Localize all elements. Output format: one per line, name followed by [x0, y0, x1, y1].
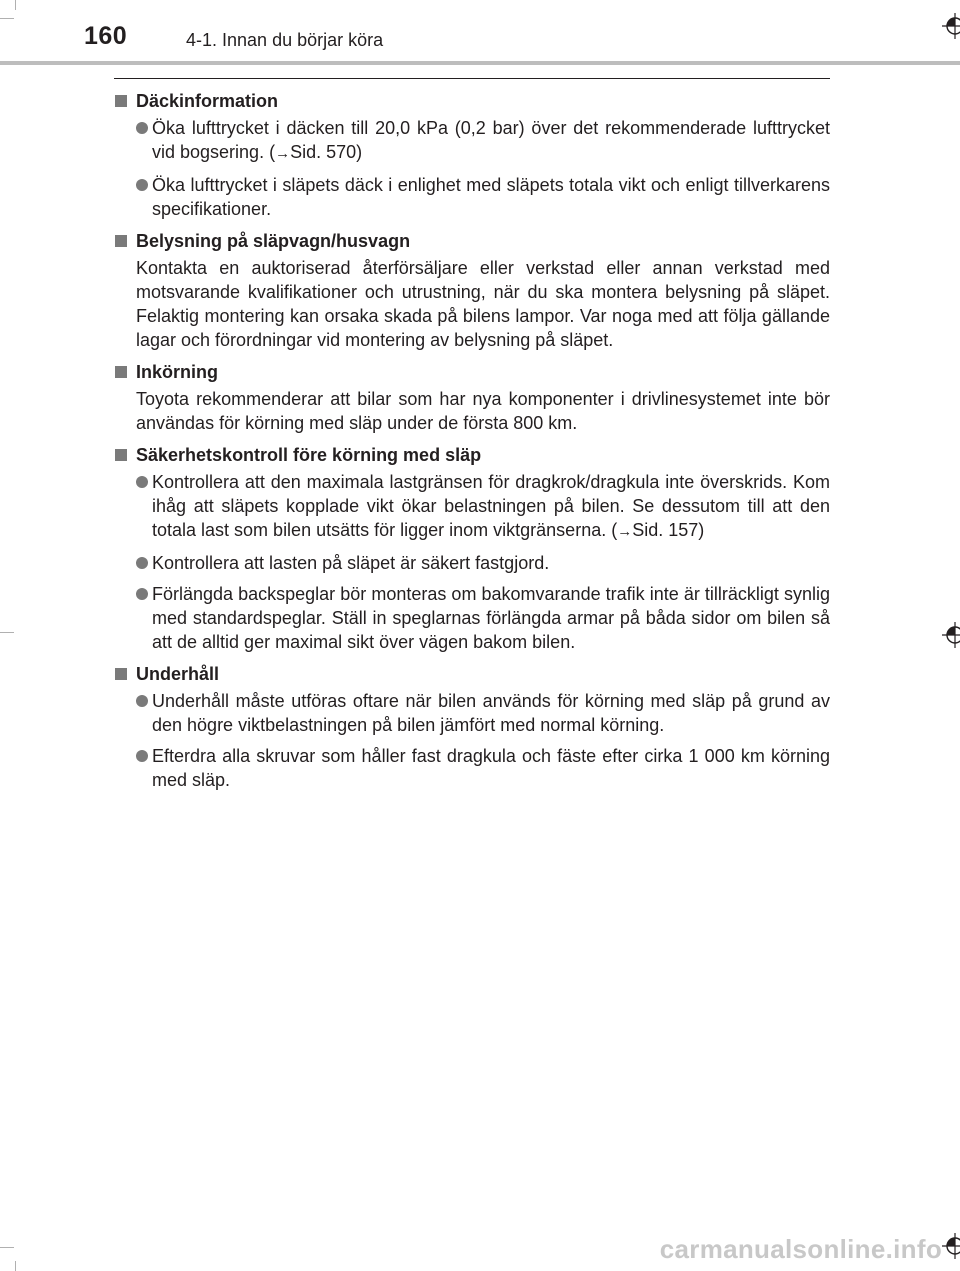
header-band: [0, 61, 960, 65]
section-heading: Inkörning: [114, 360, 830, 384]
page-reference-link[interactable]: Sid. 570: [290, 142, 357, 162]
square-bullet-icon: [115, 235, 127, 247]
square-bullet-icon: [115, 449, 127, 461]
round-bullet-icon: [136, 695, 148, 707]
square-bullet-icon: [115, 95, 127, 107]
section-heading: Underhåll: [114, 662, 830, 686]
page-number: 160: [84, 22, 128, 50]
round-bullet-icon: [136, 750, 148, 762]
section-maintenance: [114, 662, 830, 792]
list-item: Kontrollera att lasten på släpet är säkert fastgjord.: [114, 551, 830, 575]
list-item: Efterdra alla skruvar som håller fast dragkula och fäste efter cirka 1 000 km körning med släp.: [114, 744, 830, 792]
header-rule: [114, 78, 830, 79]
list-item: Öka lufttrycket i däcken till 20,0 kPa (0,2 bar) över det rekommenderade lufttrycket vid bogsering. (→Sid. 570): [114, 116, 830, 166]
section-tire-information: [114, 89, 830, 221]
section-heading: Belysning på släpvagn/husvagn: [114, 229, 830, 253]
page-content: [114, 89, 830, 800]
round-bullet-icon: [136, 476, 148, 488]
crop-mark: [0, 18, 14, 19]
square-bullet-icon: [115, 366, 127, 378]
page-reference-link[interactable]: Sid. 157: [632, 520, 699, 540]
list-item: Förlängda backspeglar bör monteras om bakomvarande trafik inte är tillräckligt synlig med standardspeglar. Ställ in speglarnas förlängda armar på båda sidor om bilen så att de alltid ger maximal sikt över vägen bakom bilen.: [114, 582, 830, 654]
round-bullet-icon: [136, 122, 148, 134]
list-item: Kontrollera att den maximala lastgränsen för dragkrok/dragkula inte överskrids. Kom ihåg att släpets kopplade vikt ökar belastningen på bilen. Se dessutom till att den totala last som bilen utsätts för ligger inom viktgränserna. (→Sid. 157): [114, 470, 830, 544]
arrow-right-icon: →: [617, 523, 633, 540]
registration-mark-icon: [941, 621, 960, 649]
watermark: carmanualsonline.info: [659, 1234, 942, 1264]
crop-mark: [15, 1261, 16, 1271]
round-bullet-icon: [136, 588, 148, 600]
paragraph: Kontakta en auktoriserad återförsäljare eller verkstad eller annan verkstad med motsvarande kvalifikationer och utrustning, när du ska montera belysning på släpet. Felaktig montering kan orsaka skada på bilens lampor. Var noga med att följa gällande lagar och förordningar vid montering av belysning på släpet.: [136, 258, 830, 350]
chapter-title: 4-1. Innan du börjar köra: [186, 30, 384, 50]
crop-mark: [15, 0, 16, 10]
square-bullet-icon: [115, 668, 127, 680]
round-bullet-icon: [136, 557, 148, 569]
section-break-in: [114, 360, 830, 435]
list-item: Underhåll måste utföras oftare när bilen används för körning med släp på grund av den högre viktbelastningen på bilen jämfört med normal körning.: [114, 689, 830, 737]
paragraph: Toyota rekommenderar att bilar som har nya komponenter i drivlinesystemet inte bör användas för körning med släp under de första 800 km.: [136, 389, 830, 433]
section-heading: Säkerhetskontroll före körning med släp: [114, 443, 830, 467]
section-heading: Däckinformation: [114, 89, 830, 113]
registration-mark-icon: [941, 12, 960, 40]
round-bullet-icon: [136, 179, 148, 191]
section-safety-check: [114, 443, 830, 654]
arrow-right-icon: →: [275, 145, 291, 162]
crop-mark: [0, 632, 14, 633]
section-trailer-lighting: [114, 229, 830, 352]
registration-mark-icon: [941, 1232, 960, 1260]
list-item: Öka lufttrycket i släpets däck i enlighet med släpets totala vikt och enligt tillverkarens specifikationer.: [114, 173, 830, 221]
crop-mark: [0, 1247, 14, 1248]
